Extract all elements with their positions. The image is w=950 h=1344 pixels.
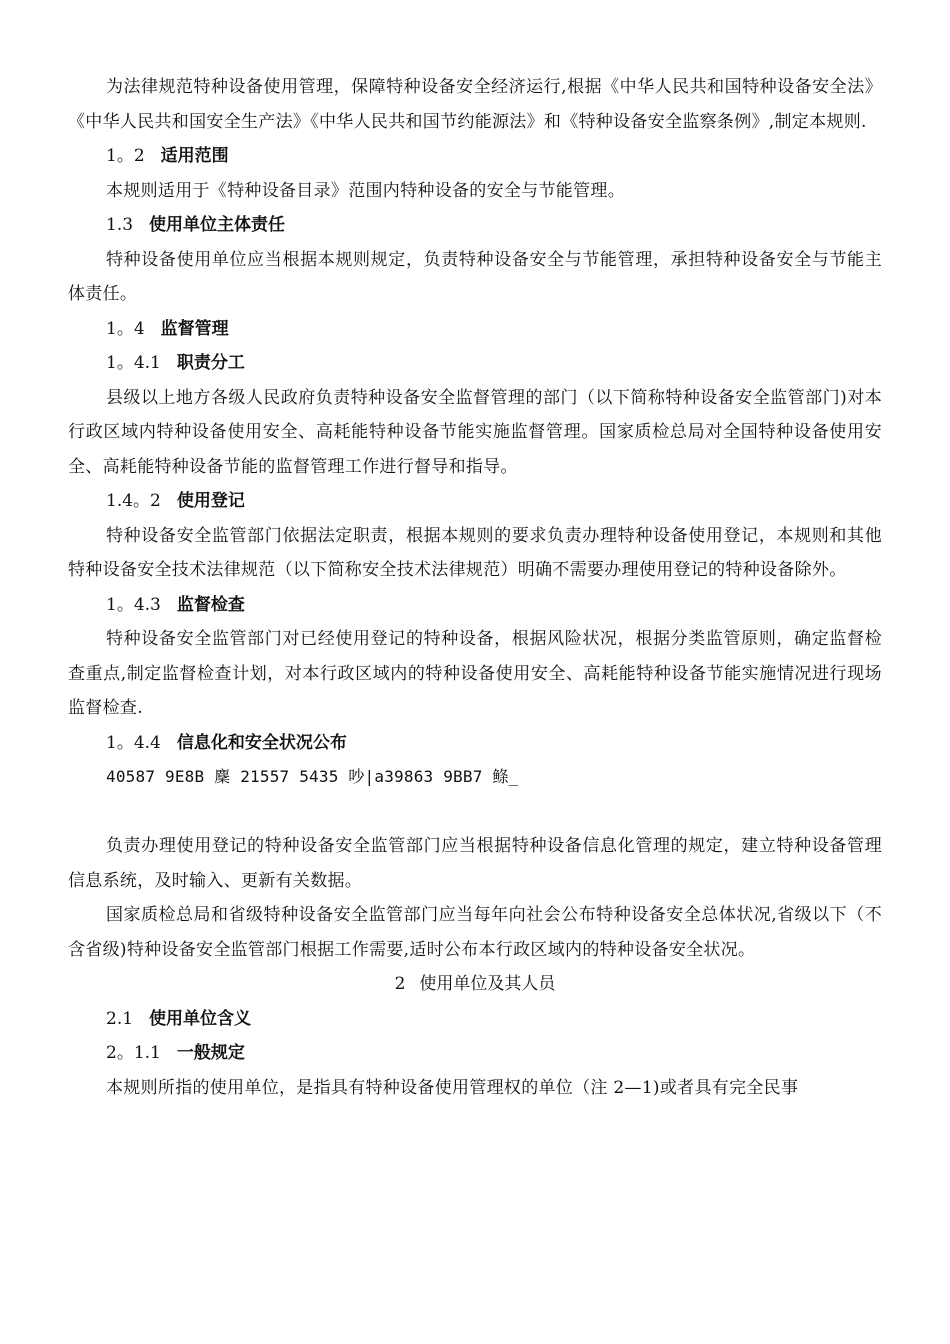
paragraph-1-2: 本规则适用于《特种设备目录》范围内特种设备的安全与节能管理。: [106, 180, 625, 201]
paragraph-1-4-4-b: 国家质检总局和省级特种设备安全监管部门应当每年向社会公布特种设备安全总体状况,省级以下（不含省级)特种设备安全监管部门根据工作需要,适时公布本行政区域内的特种设备安全状况。: [68, 905, 882, 960]
section-heading-1-3: [68, 208, 882, 243]
section-heading-2-1: [68, 1002, 882, 1037]
section-number: 2。1.1: [106, 1043, 161, 1063]
section-number: 2.1: [106, 1008, 134, 1029]
paragraph-1-4-4-a: 负责办理使用登记的特种设备安全监管部门应当根据特种设备信息化管理的规定，建立特种设备管理信息系统，及时输入、更新有关数据。: [68, 836, 882, 891]
section-number: 1。4.1: [106, 353, 161, 373]
section-title: 适用范围: [160, 146, 229, 166]
chapter-title: 使用单位及其人员: [419, 974, 556, 994]
blank-line: [68, 795, 882, 830]
section-title: 监督管理: [160, 318, 229, 339]
section-number: 1.3: [106, 215, 134, 235]
paragraph-1-3: 特种设备使用单位应当根据本规则规定，负责特种设备安全与节能管理，承担特种设备安全与节能主体责任。: [68, 249, 882, 304]
section-number: 1。2: [106, 146, 145, 166]
section-heading-2-1-1: [68, 1036, 882, 1071]
section-heading-1-4: [68, 312, 882, 347]
paragraph-1-4-1: 县级以上地方各级人民政府负责特种设备安全监督管理的部门（以下简称特种设备安全监管部门)对本行政区域内特种设备使用安全、高耗能特种设备节能实施监督管理。国家质检总局对全国特种设备使用安全、高耗能特种设备节能的监督管理工作进行督导和指导。: [68, 387, 882, 477]
section-title: 使用登记: [176, 491, 245, 511]
section-title: 监督检查: [176, 594, 245, 615]
section-number: 1。4.3: [106, 594, 161, 615]
section-heading-1-2: [68, 139, 882, 174]
section-title: 一般规定: [176, 1043, 245, 1063]
section-heading-1-4-1: [68, 346, 882, 381]
paragraph-2-1-1: 本规则所指的使用单位，是指具有特种设备使用管理权的单位（注 2—1)或者具有完全民事: [106, 1077, 799, 1098]
paragraph-1-4-3: 特种设备安全监管部门对已经使用登记的特种设备，根据风险状况，根据分类监管原则，确定监督检查重点,制定监督检查计划，对本行政区域内的特种设备使用安全、高耗能特种设备节能实施情况进行现场监督检查.: [68, 629, 882, 718]
section-heading-1-4-4: [68, 726, 882, 761]
section-title: 使用单位主体责任: [149, 215, 286, 235]
section-heading-1-4-3: [68, 588, 882, 623]
paragraph-1-4-2: 特种设备安全监管部门依据法定职责，根据本规则的要求负责办理特种设备使用登记，本规则和其他特种设备安全技术法律规范（以下简称安全技术法律规范）明确不需要办理使用登记的特种设备除外。: [68, 525, 882, 580]
chapter-heading-2: [68, 967, 882, 1002]
section-number: 1.4。2: [106, 491, 161, 511]
garbled-code-line: 40587 9E8B 麇 21557 5435 吵|a39863 9BB7 鲦_: [106, 767, 519, 786]
chapter-number: 2: [394, 974, 406, 994]
section-title: 信息化和安全状况公布: [176, 732, 347, 753]
section-heading-1-4-2: [68, 484, 882, 519]
document-page: [68, 70, 882, 1105]
section-number: 1。4.4: [106, 732, 161, 753]
section-number: 1。4: [106, 318, 145, 339]
intro-paragraph: 为法律规范特种设备使用管理，保障特种设备安全经济运行,根据《中华人民共和国特种设备安全法》《中华人民共和国安全生产法》《中华人民共和国节约能源法》和《特种设备安全监察条例》,制定本规则.: [68, 77, 882, 132]
section-title: 职责分工: [176, 353, 245, 373]
section-title: 使用单位含义: [149, 1008, 252, 1029]
